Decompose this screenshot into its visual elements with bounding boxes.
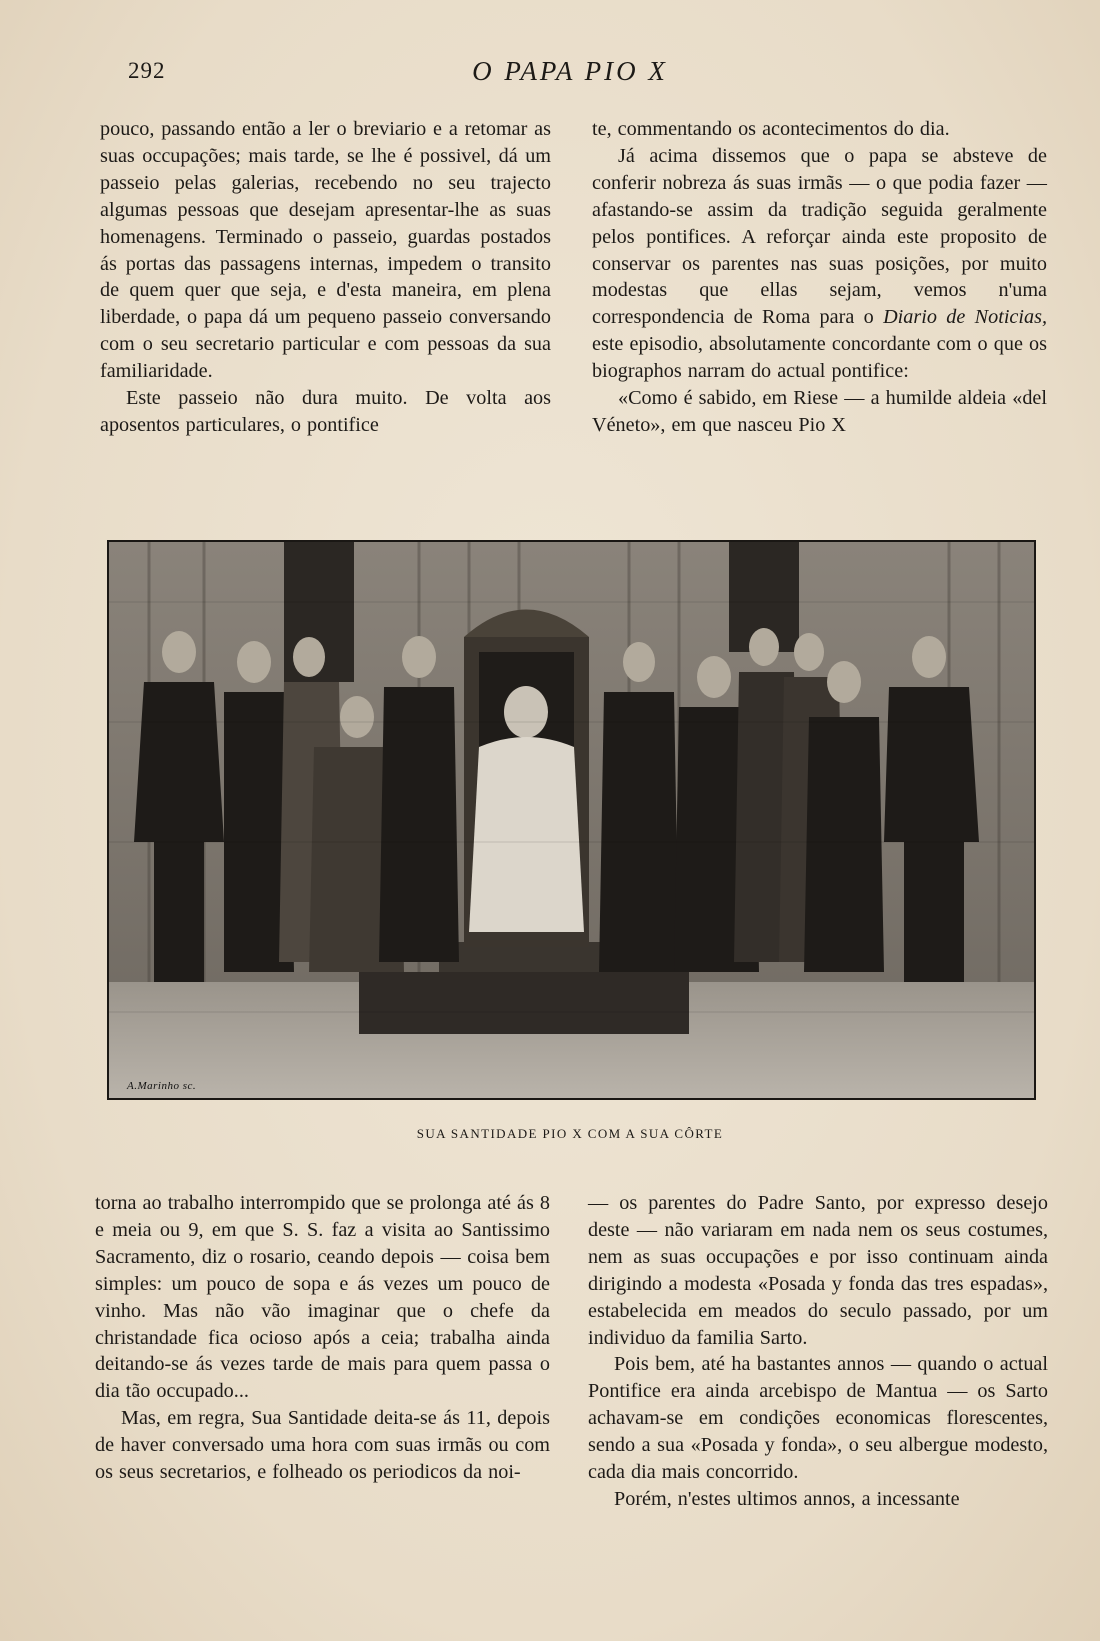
paragraph: Este passeio não dura muito. De volta aos aposentos particulares, o pontifice xyxy=(100,387,551,436)
paragraph: — os parentes do Padre Santo, por expresso desejo deste — não variaram em nada nem os seus costumes, nem as suas occupações e por isso continuam ainda dirigindo a modesta «Posada y fonda das tres espadas», estabelecida em meados do seculo passado, por um individuo da familia Sarto. xyxy=(588,1192,1048,1349)
text-column-top-left xyxy=(100,116,551,439)
paragraph: te, commentando os acontecimentos do dia. xyxy=(592,118,950,140)
text-column-bottom-left xyxy=(95,1190,550,1486)
paragraph: «Como é sabido, em Riese — a humilde aldeia «del Véneto», em que nasceu Pio X xyxy=(592,387,1047,436)
running-title: O PAPA PIO X xyxy=(472,56,668,86)
paragraph xyxy=(592,143,1047,385)
engraver-signature: A.Marinho sc. xyxy=(127,1080,197,1092)
paragraph-text: Já acima dissemos que o papa se absteve de conferir nobreza ás suas irmãs — o que podia fazer — afastando-se assim da tradição seguida geralmente pelos pontifices. A reforçar ainda este proposito de conservar os parentes nas suas posições, por muito modestas que ellas sejam, vemos n'uma correspondencia de Roma para o xyxy=(592,144,1047,329)
paragraph-text: este episodio, absolutamente concordante com o que os biographos narram do actual pontifice: xyxy=(592,333,1047,383)
page-header xyxy=(100,58,1040,92)
text-column-top-right xyxy=(592,116,1047,439)
photograph-pope-with-court xyxy=(107,540,1036,1100)
paragraph: Pois bem, até ha bastantes annos — quando o actual Pontifice era ainda arcebispo de Mantua — os Sarto achavam-se em condições economicas florescentes, sendo a sua «Posada y fonda», o seu albergue modesto, cada dia mais concorrido. xyxy=(588,1353,1048,1484)
paragraph: Mas, em regra, Sua Santidade deita-se ás 11, depois de haver conversado uma hora com suas irmãs ou com os seus secretarios, e folheado os periodicos da noi- xyxy=(95,1407,550,1484)
paragraph: Porém, n'estes ultimos annos, a incessante xyxy=(614,1487,960,1510)
newspaper-title: Diario de Noticias, xyxy=(883,306,1047,329)
text-column-bottom-right xyxy=(588,1190,1048,1513)
paragraph: pouco, passando então a ler o breviario e a retomar as suas occupações; mais tarde, se lhe é possivel, dá um passeio pelas galerias, recebendo no seu trajecto algumas pessoas que desejam apresentar-lhe as suas homenagens. Terminado o passeio, guardas postados ás portas das passagens internas, impedem o transito de quem quer que seja, e d'esta maneira, em plena liberdade, o papa dá um pequeno passeio conversando com o seu secretario particular e com pessoas da sua familiaridade. xyxy=(100,118,551,383)
figure-caption: SUA SANTIDADE PIO X COM A SUA CÔRTE xyxy=(416,1126,724,1141)
paragraph: torna ao trabalho interrompido que se prolonga até ás 8 e meia ou 9, em que S. S. faz a visita ao Santissimo Sacramento, diz o rosario, ceando depois — coisa bem simples: um pouco de sopa e ás vezes um pouco de vinho. Mas não vão imaginar que o chefe da christandade fica ocioso após a ceia; trabalha ainda deitando-se ás vezes tarde de mais para quem passa o dia tão occupado... xyxy=(95,1192,550,1403)
photograph-illustration xyxy=(109,542,1034,1098)
page-number: 292 xyxy=(128,58,166,83)
